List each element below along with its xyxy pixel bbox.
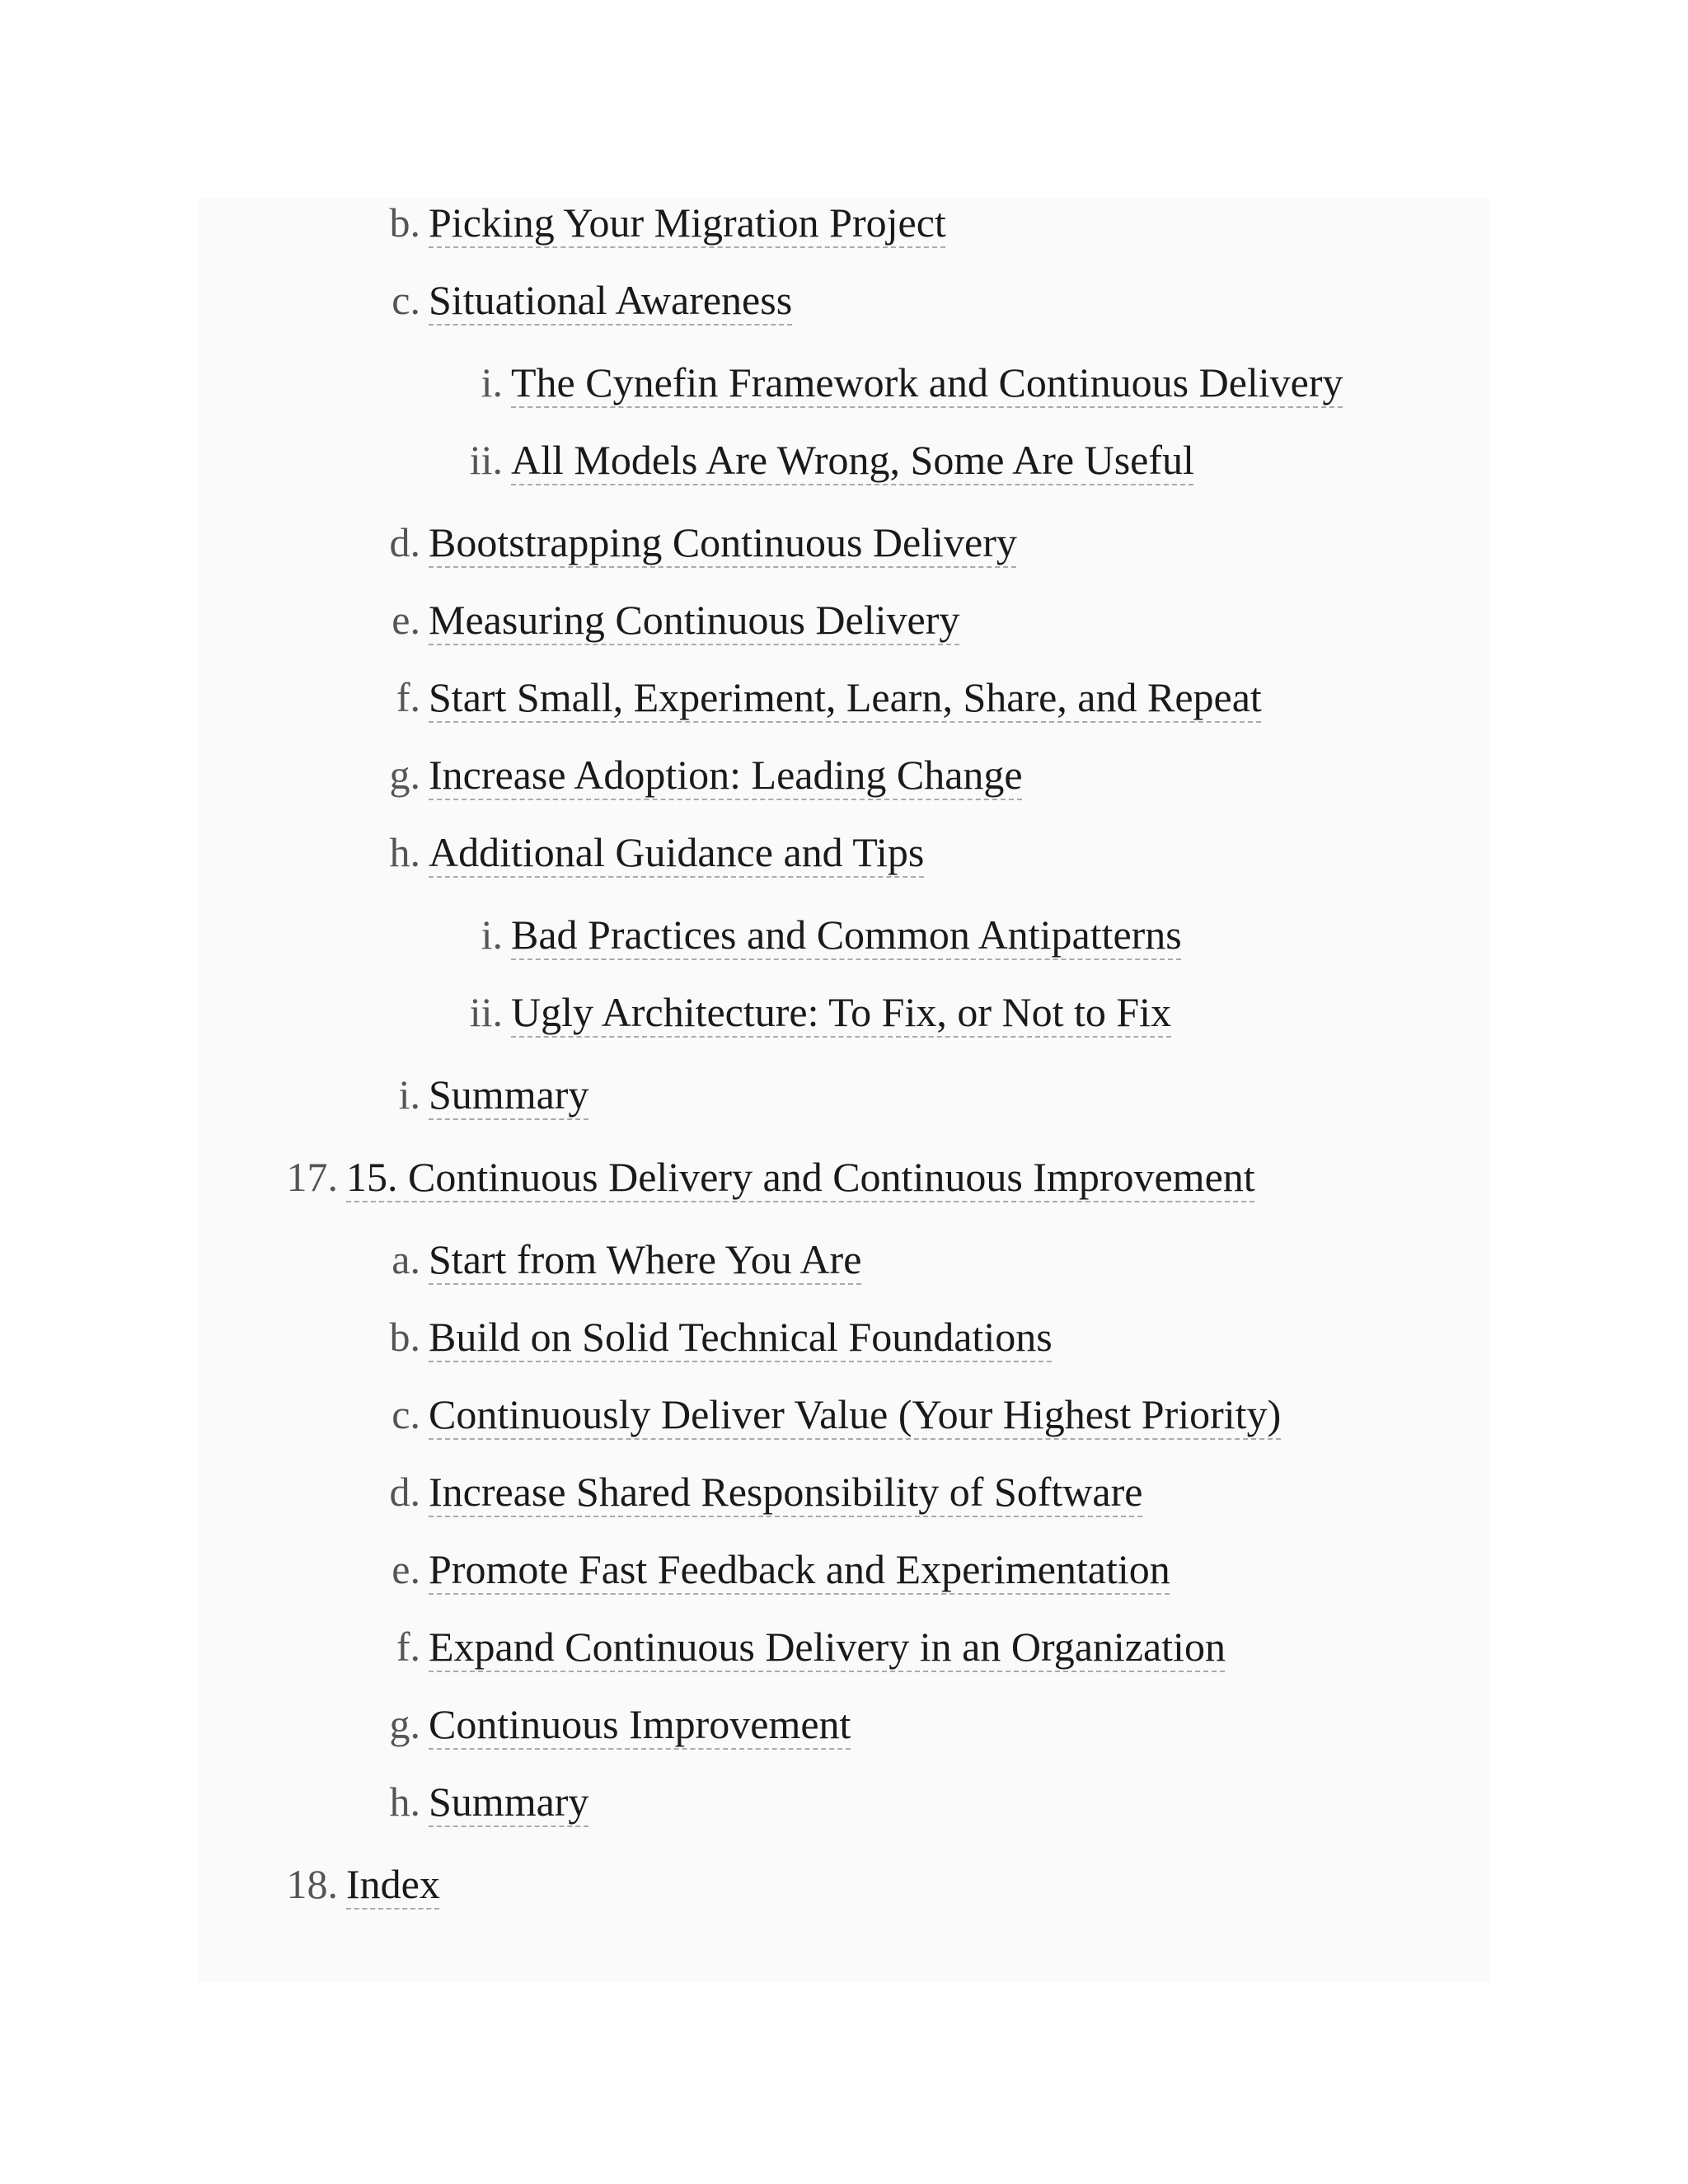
- toc-marker: f.: [396, 674, 420, 720]
- toc-link-summary-15[interactable]: Summary: [429, 1779, 589, 1825]
- toc-link-promote-fast-feedback[interactable]: Promote Fast Feedback and Experimentation: [429, 1546, 1170, 1592]
- toc-link-continuous-improvement[interactable]: Continuous Improvement: [429, 1701, 851, 1747]
- toc-link-increase-shared-responsibility[interactable]: Increase Shared Responsibility of Software: [429, 1469, 1143, 1515]
- toc-link-continuously-deliver-value[interactable]: Continuously Deliver Value (Your Highest Priority): [429, 1391, 1282, 1437]
- toc-marker: h.: [389, 829, 420, 875]
- toc-link-bootstrapping-cd[interactable]: Bootstrapping Continuous Delivery: [429, 519, 1017, 565]
- toc-link-summary[interactable]: Summary: [429, 1071, 589, 1118]
- toc-marker: i.: [481, 912, 503, 958]
- toc-link-bad-practices[interactable]: Bad Practices and Common Antipatterns: [511, 912, 1182, 958]
- toc-marker: d.: [389, 519, 420, 565]
- toc-link-situational-awareness[interactable]: Situational Awareness: [429, 277, 793, 323]
- toc-marker: h.: [389, 1779, 420, 1825]
- toc-link-ugly-architecture[interactable]: Ugly Architecture: To Fix, or Not to Fix: [511, 989, 1172, 1035]
- toc-link-build-on-solid-foundations[interactable]: Build on Solid Technical Foundations: [429, 1314, 1053, 1360]
- toc-marker: c.: [392, 277, 420, 323]
- toc-link-start-small[interactable]: Start Small, Experiment, Learn, Share, and Repeat: [429, 674, 1262, 720]
- toc-marker: a.: [392, 1236, 420, 1282]
- toc-link-additional-guidance[interactable]: Additional Guidance and Tips: [429, 829, 925, 875]
- toc-link-all-models-are-wrong[interactable]: All Models Are Wrong, Some Are Useful: [511, 437, 1194, 483]
- toc-marker: f.: [396, 1624, 420, 1670]
- toc-marker: 17.: [286, 1154, 338, 1200]
- toc-marker: b.: [389, 1314, 420, 1360]
- toc-marker: d.: [389, 1469, 420, 1515]
- toc-marker: e.: [392, 597, 420, 643]
- toc-marker: i.: [481, 359, 503, 405]
- toc-link-start-from-where-you-are[interactable]: Start from Where You Are: [429, 1236, 862, 1282]
- toc-marker: e.: [392, 1546, 420, 1592]
- toc-marker: c.: [392, 1391, 420, 1437]
- toc-marker: i.: [398, 1071, 420, 1118]
- toc-link-expand-cd[interactable]: Expand Continuous Delivery in an Organization: [429, 1624, 1226, 1670]
- toc-link-measuring-cd[interactable]: Measuring Continuous Delivery: [429, 597, 960, 643]
- toc-marker: g.: [389, 1701, 420, 1747]
- toc-marker: g.: [389, 752, 420, 798]
- toc-link-picking-your-migration-project[interactable]: Picking Your Migration Project: [429, 199, 946, 246]
- toc-link-index[interactable]: Index: [346, 1861, 440, 1907]
- toc-marker: ii.: [469, 989, 503, 1035]
- toc-marker: 18.: [286, 1861, 338, 1907]
- toc-link-chapter-15[interactable]: 15. Continuous Delivery and Continuous Improvement: [346, 1154, 1255, 1200]
- toc-marker: ii.: [469, 437, 503, 483]
- toc-link-cynefin-framework[interactable]: The Cynefin Framework and Continuous Delivery: [511, 359, 1343, 405]
- toc-link-increase-adoption[interactable]: Increase Adoption: Leading Change: [429, 752, 1023, 798]
- toc-marker: b.: [389, 199, 420, 246]
